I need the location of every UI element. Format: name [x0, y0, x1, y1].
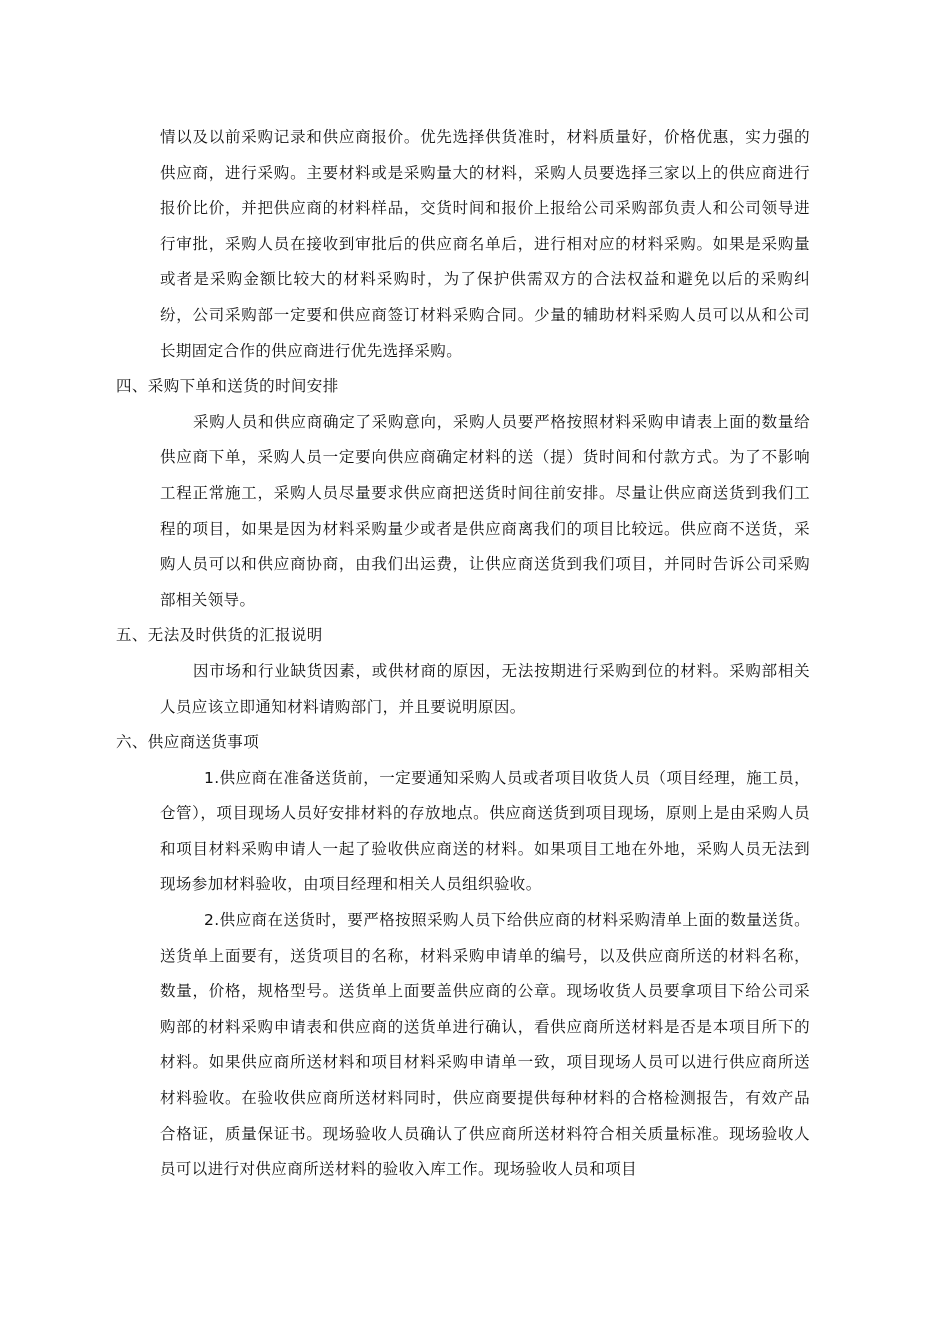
- document-body: [116, 120, 810, 1188]
- section-heading-5: 五、无法及时供货的汇报说明: [116, 626, 323, 645]
- paragraph-order-delivery: 采购人员和供应商确定了采购意向，采购人员要严格按照材料采购申请表上面的数量给供应商下单，采购人员一定要向供应商确定材料的送（提）货时间和付款方式。为了不影响工程正常施工，采购人员尽量要求供应商把送货时间往前安排。尽量让供应商送货到我们工程的项目，如果是因为材料采购量少或者是供应商离我们的项目比较远。供应商不送货，采购人员可以和供应商协商，由我们出运费，让供应商送货到我们项目，并同时告诉公司采购部相关领导。: [160, 412, 810, 609]
- paragraph-supplier-selection: 情以及以前采购记录和供应商报价。优先选择供货准时，材料质量好，价格优惠，实力强的供应商，进行采购。主要材料或是采购量大的材料，采购人员要选择三家以上的供应商进行报价比价，并把供应商的材料样品，交货时间和报价上报给公司采购部负责人和公司领导进行审批，采购人员在接收到审批后的供应商名单后，进行相对应的材料采购。如果是采购量或者是采购金额比较大的材料采购时，为了保护供需双方的合法权益和避免以后的采购纠纷，公司采购部一定要和供应商签订材料采购合同。少量的辅助材料采购人员可以从和公司长期固定合作的供应商进行优先选择采购。: [160, 128, 810, 360]
- section-heading-4: 四、采购下单和送货的时间安排: [116, 377, 339, 396]
- list-item-1: 1.供应商在准备送货前，一定要通知采购人员或者项目收货人员（项目经理，施工员，仓管），项目现场人员好安排材料的存放地点。供应商送货到项目现场，原则上是由采购人员和项目材料采购申请人一起了验收供应商送的材料。如果项目工地在外地，采购人员无法到现场参加材料验收，由项目经理和相关人员组织验收。: [160, 768, 810, 894]
- section-heading-6: 六、供应商送货事项: [116, 733, 260, 752]
- list-item-2: 2.供应商在送货时，要严格按照采购人员下给供应商的材料采购清单上面的数量送货。送货单上面要有，送货项目的名称，材料采购申请单的编号，以及供应商所送的材料名称，数量，价格，规格型号。送货单上面要盖供应商的公章。现场收货人员要拿项目下给公司采购部的材料采购申请表和供应商的送货单进行确认，看供应商所送材料是否是本项目所下的材料。如果供应商所送材料和项目材料采购申请单一致，项目现场人员可以进行供应商所送材料验收。在验收供应商所送材料同时，供应商要提供每种材料的合格检测报告，有效产品合格证，质量保证书。现场验收人员确认了供应商所送材料符合相关质量标准。现场验收人员可以进行对供应商所送材料的验收入库工作。现场验收人员和项目: [160, 911, 810, 1179]
- paragraph-shortage-report: 因市场和行业缺货因素，或供材商的原因，无法按期进行采购到位的材料。采购部相关人员应该立即通知材料请购部门，并且要说明原因。: [160, 661, 810, 716]
